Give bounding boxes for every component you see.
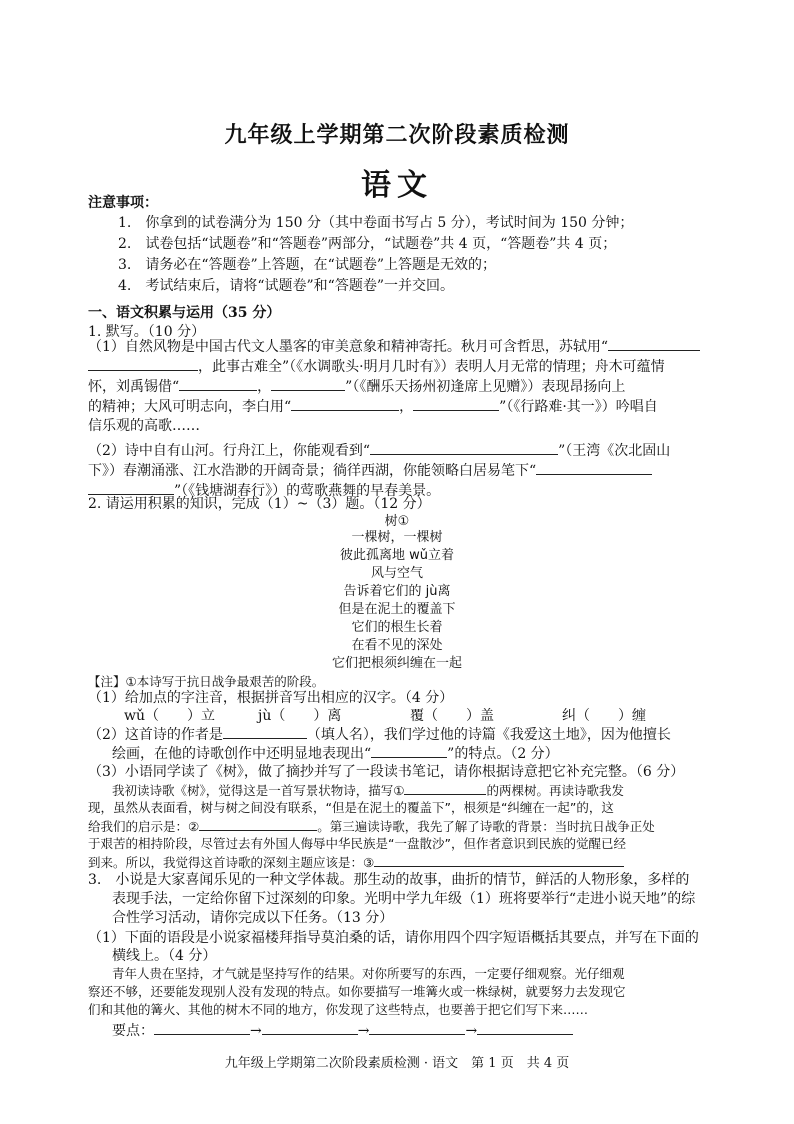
passage-line: 察还不够，还要能发现别人没有发现的特点。如你要描写一堆篝火或一株绿树，就要努力去发现它 <box>88 984 626 999</box>
poem-line: 告诉着它们的 jù离 <box>343 584 451 599</box>
answer-blank[interactable] <box>371 743 447 758</box>
answer-blank[interactable] <box>179 376 257 391</box>
exam-title: 九年级上学期第二次阶段素质检测 <box>224 122 570 148</box>
poem-line: 但是在泥土的覆盖下 <box>338 602 456 617</box>
passage-line: 们和其他的篝火、其他的树木不同的地方，你发现了这些特点，也要善于把它们写下来…… <box>88 1002 589 1017</box>
question-2-1-title: （1）给加点的字注音，根据拼音写出相应的汉字。（4 分） <box>88 690 454 706</box>
question-1-text: （1）自然风物是中国古代文人墨客的审美意象和精神寄托。秋月可含哲思，苏轼用“ <box>88 336 700 357</box>
question-1-text: 下》）春潮涌涨、江水浩渺的开阔奇景；徜徉西湖，你能领略白居易笔下“ <box>88 460 652 481</box>
reading-note: 现，虽然从表面看，树与树之间没有联系，“但是在泥土的覆盖下”，根须是“纠缠在一起”的，这 <box>88 800 614 815</box>
pinyin-item: wǔ（ ）立 <box>124 708 215 724</box>
poem-line: 它们把根须纠缠在一起 <box>331 656 462 671</box>
answer-blank[interactable] <box>262 1020 358 1035</box>
reading-note: 于艰苦的相持阶段，尽管过去有外国人侮辱中华民族是“一盘散沙”，但作者意识到民族的觉醒已经 <box>88 836 626 851</box>
question-3-1-title: （1）下面的语段是小说家福楼拜指导莫泊桑的话，请你用四个四字短语概括其要点，并写在下面的 <box>88 930 699 946</box>
notice-item: 2. 试卷包括“试题卷”和“答题卷”两部分，“试题卷”共 4 页，“答题卷”共 4 页； <box>118 236 617 252</box>
poem-note: 【注】①本诗写于抗日战争最艰苦的阶段。 <box>88 674 325 689</box>
question-3-title: 3. 小说是大家喜闻乐见的一种文学体裁。那生动的故事，曲折的情节，鲜活的人物形象，多样的 <box>88 872 690 888</box>
answer-blank[interactable] <box>404 780 486 795</box>
question-1-title: 1. 默写。（10 分） <box>88 324 206 340</box>
question-2-2-text: （2）这首诗的作者是 （填人名），我们学过他的诗篇《我爱这土地》，因为他擅长 <box>88 724 671 745</box>
answer-blank[interactable] <box>413 396 499 411</box>
question-1-text: 怀，刘禹锡借“ ， ”（《酬乐天扬州初逢席上见赠》）表现昂扬向上 <box>88 376 625 397</box>
notice-heading: 注意事项： <box>88 195 158 211</box>
question-1-text: ，此事古难全”（《水调歌头·明月几时有》）表明人月无常的情理；舟木可蕴情 <box>88 356 665 377</box>
poem-line: 一棵树，一棵树 <box>351 530 443 545</box>
answer-blank[interactable] <box>477 1020 573 1035</box>
pinyin-item: 纠（ ）缠 <box>562 708 646 724</box>
reading-note: 到来。所以，我觉得这首诗歌的深刻主题应该是：③ <box>88 852 624 873</box>
key-points-row: 要点： → → → <box>112 1020 573 1041</box>
answer-blank[interactable] <box>271 376 345 391</box>
section-heading: 一、语文积累与运用（35 分） <box>88 305 281 321</box>
poem-line: 它们的根生长着 <box>351 620 443 635</box>
answer-blank[interactable] <box>199 816 317 831</box>
poem-line: 彼此孤离地 wǔ立着 <box>339 548 454 563</box>
reading-note: 我初读诗歌《树》，觉得这是一首写景状物诗，描写① 的两棵树。再读诗歌我发 <box>112 780 624 801</box>
subject-title: 语文 <box>361 168 433 203</box>
answer-blank[interactable] <box>154 1020 250 1035</box>
pinyin-item: 覆（ ）盖 <box>410 708 494 724</box>
answer-blank[interactable] <box>88 480 174 495</box>
page-footer: 九年级上学期第二次阶段素质检测 · 语文 第 1 页 共 4 页 <box>224 1056 570 1071</box>
answer-blank[interactable] <box>370 440 558 455</box>
reading-note: 给我们的启示是：② 。第三遍读诗歌，我先了解了诗歌的背景：当时抗日战争正处 <box>88 816 655 837</box>
poem-line: 在看不见的深处 <box>351 638 443 653</box>
poem-title: 树① <box>384 514 410 529</box>
answer-blank[interactable] <box>223 724 307 739</box>
answer-blank[interactable] <box>374 852 624 867</box>
answer-blank[interactable] <box>88 356 198 371</box>
question-3-title: 表现手法，一定给你留下过深刻的印象。光明中学九年级（1）班将要举行“走进小说天地”的综 <box>112 891 696 907</box>
question-3-1-title: 横线上。（4 分） <box>112 948 217 964</box>
question-3-title: 合性学习活动，请你完成以下任务。（13 分） <box>112 910 394 926</box>
question-1-text: 信乐观的高歌…… <box>88 418 200 434</box>
answer-blank[interactable] <box>608 336 700 351</box>
answer-blank[interactable] <box>369 1020 465 1035</box>
notice-item: 4. 考试结束后，请将“试题卷”和“答题卷”一并交回。 <box>118 278 454 294</box>
passage-line: 青年人贵在坚持，才气就是坚持写作的结果。对你所要写的东西，一定要仔细观察。光仔细观 <box>112 966 625 981</box>
answer-blank[interactable] <box>536 460 652 475</box>
question-1-text: （2）诗中自有山河。行舟江上，你能观看到“ ”（王湾《次北固山 <box>88 440 670 461</box>
pinyin-item: jù（ ）离 <box>258 708 342 724</box>
notice-item: 3. 请务必在“答题卷”上答题，在“试题卷”上答题是无效的； <box>118 257 496 273</box>
answer-blank[interactable] <box>291 396 399 411</box>
question-1-text: ”（《钱塘湖春行》）的莺歌燕舞的早春美景。 <box>88 480 440 501</box>
question-2-2-text: 绘画，在他的诗歌创作中还明显地表现出“ ”的特点。（2 分） <box>112 743 559 764</box>
question-1-text: 的精神；大风可明志向，李白用“ ， ”（《行路难·其一》）吟唱自 <box>88 396 658 417</box>
question-2-3-title: （3）小语同学读了《树》，做了摘抄并写了一段读书笔记，请你根据诗意把它补充完整。（6 分） <box>88 764 685 780</box>
poem-line: 风与空气 <box>370 566 423 581</box>
notice-item: 1. 你拿到的试卷满分为 150 分（其中卷面书写占 5 分），考试时间为 150 分钟； <box>118 215 634 231</box>
question-2-title: 2. 请运用积累的知识，完成（1）~（3）题。（12 分） <box>88 496 431 512</box>
